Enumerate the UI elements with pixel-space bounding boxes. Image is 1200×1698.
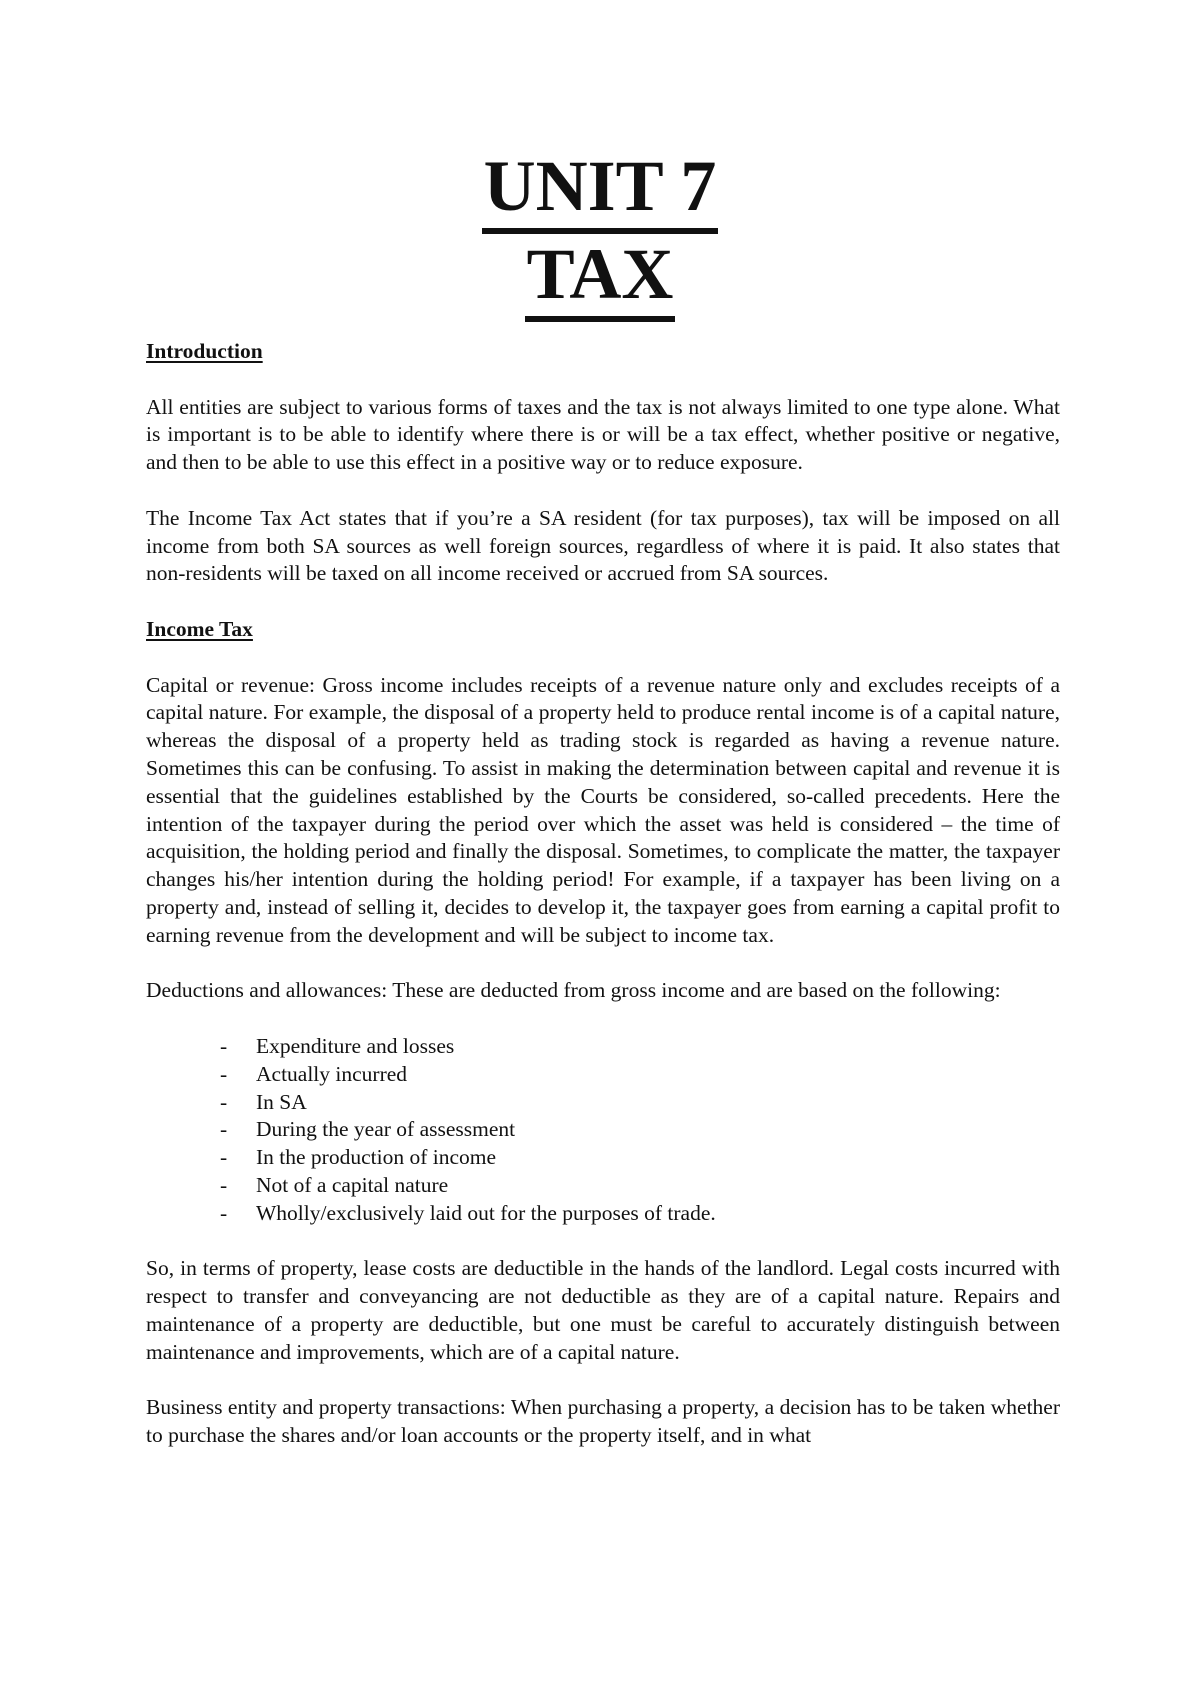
- list-item: [146, 1172, 1060, 1200]
- title-subject: TAX: [525, 238, 676, 322]
- bullet-dash: -: [220, 1145, 228, 1170]
- document-title: [0, 146, 1200, 326]
- list-item-text: Expenditure and losses: [256, 1033, 455, 1058]
- list-item-text: During the year of assessment: [256, 1117, 516, 1142]
- bullet-dash: -: [220, 1089, 228, 1114]
- heading-introduction: Introduction: [146, 339, 263, 363]
- list-item-text: Not of a capital nature: [256, 1172, 449, 1197]
- list-item: [146, 1089, 1060, 1117]
- intro-paragraph-1: All entities are subject to various forms of taxes and the tax is not always limited to one type alone. What is important is to be able to identify where there is or will be a tax effect, whether positive or negative, and then to be able to use this effect in a positive way or to reduce exposure.: [146, 394, 1060, 475]
- bullet-dash: -: [220, 1117, 228, 1142]
- list-item: [146, 1144, 1060, 1172]
- list-item-text: In the production of income: [256, 1145, 497, 1170]
- bullet-dash: -: [220, 1061, 228, 1086]
- bullet-dash: -: [220, 1200, 228, 1225]
- bullet-dash: -: [220, 1033, 228, 1058]
- deductions-paragraph: Deductions and allowances: These are deducted from gross income and are based on the following:: [146, 978, 1001, 1003]
- property-deductibility-paragraph: So, in terms of property, lease costs are deductible in the hands of the landlord. Legal costs incurred with respect to transfer and conveyancing are not deductible as they are of a capital nature. Repairs and maintenance of a property are deductible, but one must be careful to accurately distinguish between maintenance and improvements, which are of a capital nature.: [146, 1256, 1060, 1364]
- list-item-text: Wholly/exclusively laid out for the purposes of trade.: [256, 1200, 716, 1225]
- heading-income-tax: Income Tax: [146, 616, 253, 641]
- list-item: [146, 1061, 1060, 1089]
- bullet-dash: -: [220, 1172, 228, 1197]
- list-item-text: In SA: [256, 1089, 307, 1114]
- document-body: [146, 338, 1060, 1478]
- capital-or-revenue-paragraph: Capital or revenue: Gross income includes receipts of a revenue nature only and excludes receipts of a capital nature. For example, the disposal of a property held to produce rental income is of a capital nature, whereas the disposal of a property held as trading stock is regarded as having a revenue nature. Sometimes this can be confusing. To assist in making the determination between capital and revenue it is essential that the guidelines established by the Courts be considered, so-called precedents. Here the intention of the taxpayer during the period over which the asset was held is considered – the time of acquisition, the holding period and finally the disposal. Sometimes, to complicate the matter, the taxpayer changes his/her intention during the holding period! For example, if a taxpayer has been living on a property and, instead of selling it, decides to develop it, the taxpayer goes from earning a capital profit to earning revenue from the development and will be subject to income tax.: [146, 672, 1060, 947]
- intro-paragraph-2: The Income Tax Act states that if you’re a SA resident (for tax purposes), tax will be imposed on all income from both SA sources as well foreign sources, regardless of where it is paid. It also states that non-residents will be taxed on all income received or accrued from SA sources.: [146, 505, 1060, 586]
- list-item: [146, 1200, 1060, 1228]
- title-unit: UNIT 7: [482, 150, 719, 234]
- list-item: [146, 1033, 1060, 1061]
- business-entity-paragraph: Business entity and property transactions: When purchasing a property, a decision has to be taken whether to purchase the shares and/or loan accounts or the property itself, and in what: [146, 1395, 1060, 1448]
- list-item: [146, 1116, 1060, 1144]
- deductions-list: [146, 1033, 1060, 1228]
- list-item-text: Actually incurred: [256, 1061, 408, 1086]
